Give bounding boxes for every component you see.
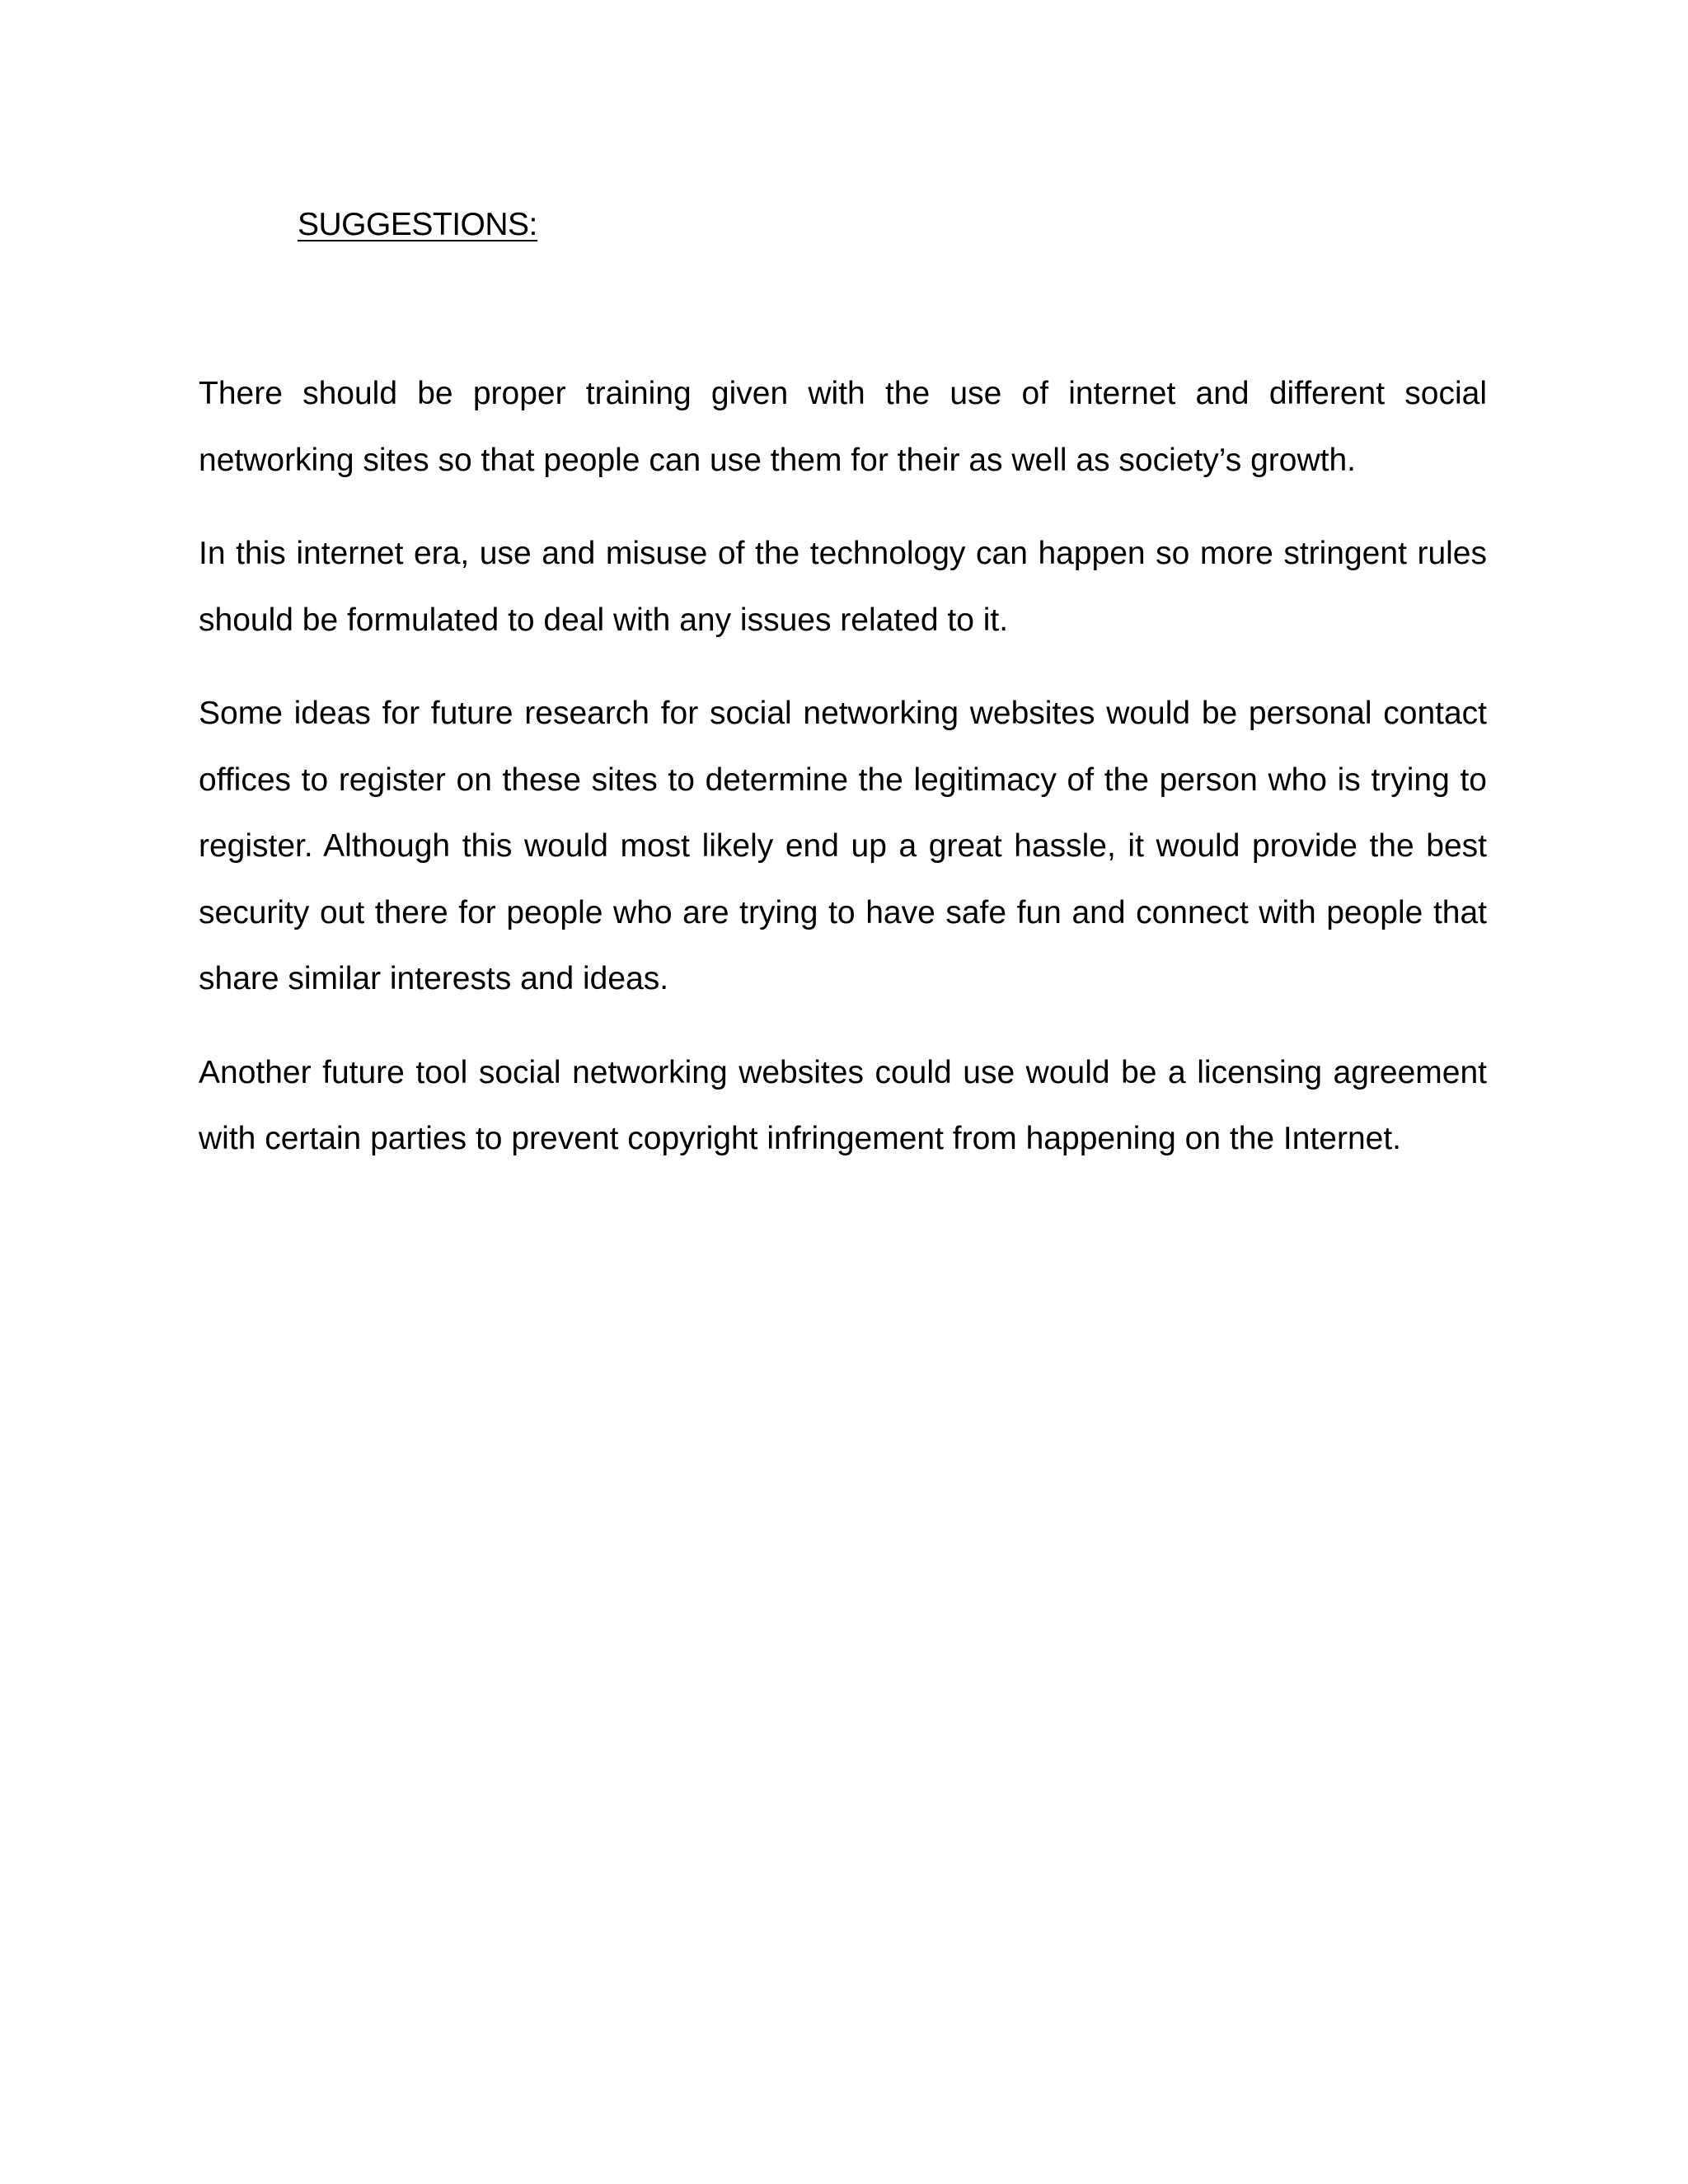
paragraph-training: There should be proper training given with the use of internet and different social networking sites so that people can use them for their as well as society’s growth. [199,376,1487,478]
paragraph-licensing: Another future tool social networking websites could use would be a licensing agreement with certain parties to prevent copyright infringement from happening on the Internet. [199,1054,1487,1156]
document-body [199,361,1487,1200]
paragraph-future-research: Some ideas for future research for social networking websites would be personal contact offices to register on these sites to determine the legitimacy of the person who is trying to register. Although this would most likely end up a great hassle, it would provide the best security out there for people who are trying to have safe fun and connect with people that share similar interests and ideas. [199,696,1487,996]
section-heading: SUGGESTIONS: [298,207,537,242]
paragraph-rules: In this internet era, use and misuse of the technology can happen so more stringent rules should be formulated to deal with any issues related to it. [199,536,1487,638]
